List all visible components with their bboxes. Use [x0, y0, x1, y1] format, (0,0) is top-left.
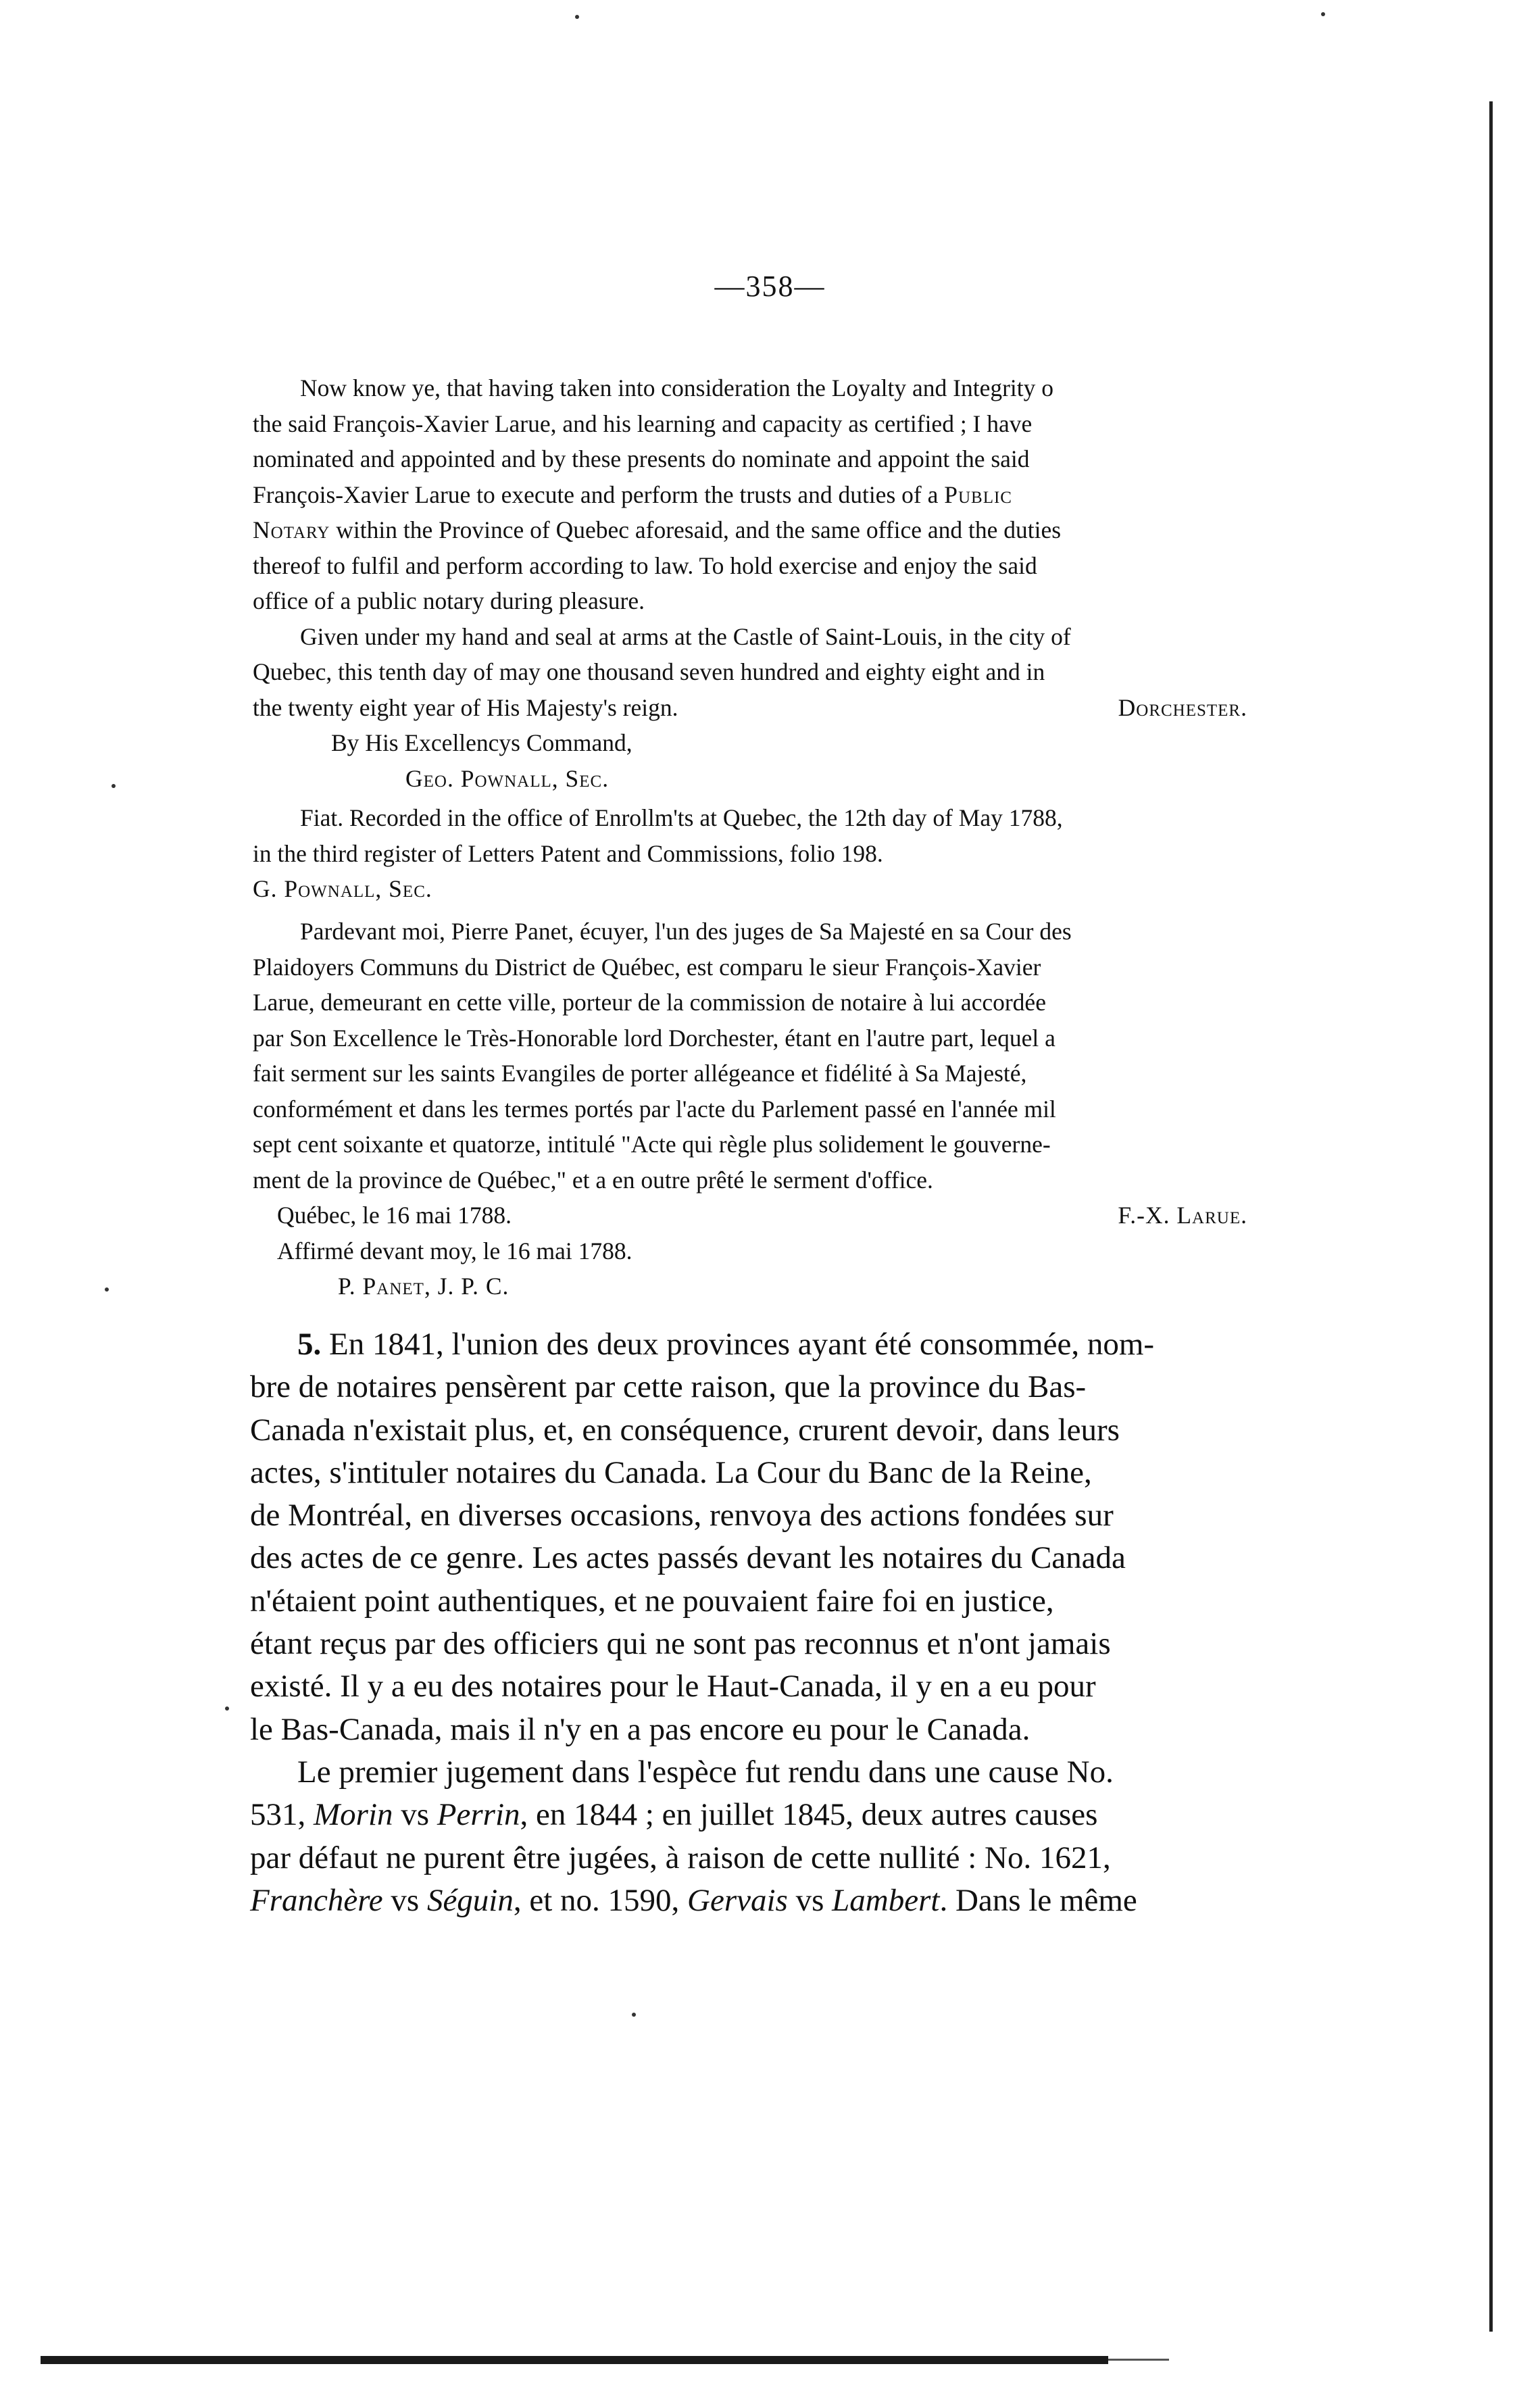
- scan-speck: [1321, 12, 1325, 16]
- paragraph-line: bre de notaires pensèrent par cette raison, que la province du Bas-: [250, 1369, 1087, 1405]
- text-line: Larue, demeurant en cette ville, porteur de la commission de notaire à lui accordée: [253, 989, 1046, 1016]
- case-name: Perrin: [437, 1797, 520, 1833]
- text-line: nominated and appointed and by these presents do nominate and appoint the said: [253, 445, 1030, 472]
- text-line: ment de la province de Québec," et a en outre prêté le serment d'office.: [253, 1166, 933, 1194]
- text-line: par Son Excellence le Très-Honorable lord Dorchester, étant en l'autre part, lequel a: [253, 1024, 1055, 1052]
- signature-panet: P. Panet, J. P. C.: [338, 1273, 510, 1300]
- paragraph-line: actes, s'intituler notaires du Canada. La Cour du Banc de la Reine,: [250, 1454, 1092, 1490]
- fiat-line: Fiat. Recorded in the office of Enrollm'ts at Quebec, the 12th day of May 1788,: [300, 804, 1063, 831]
- text-line: Plaidoyers Communs du District de Québec, est comparu le sieur François-Xavier: [253, 953, 1041, 981]
- scan-speck: [225, 1706, 229, 1711]
- paragraph-line: par défaut ne purent être jugées, à raison de cette nullité : No. 1621,: [250, 1840, 1111, 1875]
- scan-speck: [632, 2013, 636, 2017]
- french-oath: [253, 914, 1274, 1304]
- paragraph-line: Le premier jugement dans l'espèce fut rendu dans une cause No.: [297, 1754, 1114, 1790]
- main-text: [250, 1323, 1277, 1922]
- paragraph-line: 531, Morin vs Perrin, en 1844 ; en juillet 1845, deux autres causes: [250, 1797, 1098, 1833]
- paragraph-line: existé. Il y a eu des notaires pour le Haut-Canada, il y en a eu pour: [250, 1669, 1096, 1704]
- scan-speck: [105, 1287, 109, 1292]
- text-line: François-Xavier Larue to execute and perform the trusts and duties of a Public: [253, 481, 1012, 508]
- scan-speck: [575, 15, 579, 19]
- text-line: thereof to fulfil and perform according to law. To hold exercise and enjoy the said: [253, 551, 1037, 579]
- case-name: Gervais: [687, 1882, 788, 1918]
- paragraph-line: n'étaient point authentiques, et ne pouvaient faire foi en justice,: [250, 1583, 1054, 1619]
- scan-speck: [111, 784, 116, 788]
- text-line: Pardevant moi, Pierre Panet, écuyer, l'un des juges de Sa Majesté en sa Cour des: [300, 918, 1072, 945]
- case-name: Séguin: [426, 1882, 514, 1918]
- text-line: Quebec, this tenth day of may one thousand seven hundred and eighty eight and in: [253, 658, 1045, 685]
- text-line: Notary within the Province of Quebec aforesaid, and the same office and the duties: [253, 516, 1062, 543]
- text-line: conformément et dans les termes portés par l'acte du Parlement passé en l'année mil: [253, 1095, 1056, 1123]
- page-number: —358—: [714, 270, 826, 303]
- paragraph-line: Franchère vs Séguin, et no. 1590, Gervais vs Lambert. Dans le même: [250, 1882, 1137, 1918]
- place-date: Québec, le 16 mai 1788.: [277, 1202, 512, 1229]
- signature-g-pownall: G. Pownall, Sec.: [253, 875, 432, 902]
- signature-dorchester: Dorchester.: [1118, 693, 1247, 721]
- fiat-line: in the third register of Letters Patent and Commissions, folio 198.: [253, 839, 883, 867]
- paragraph-line: Canada n'existait plus, et, en conséquence, crurent devoir, dans leurs: [250, 1412, 1120, 1448]
- case-name: Lambert: [832, 1882, 940, 1918]
- text-line: Now know ye, that having taken into consideration the Loyalty and Integrity o: [300, 374, 1054, 401]
- text-line: the twenty eight year of His Majesty's reign. Dorchester.: [253, 690, 1274, 726]
- affirme-line: Affirmé devant moy, le 16 mai 1788.: [277, 1237, 632, 1264]
- case-name: Franchère: [250, 1882, 383, 1918]
- scan-bottom-edge-thin: [1108, 2359, 1169, 2361]
- scan-edge-line: [1489, 101, 1493, 2332]
- paragraph-line: étant reçus par des officiers qui ne sont pas reconnus et n'ont jamais: [250, 1626, 1111, 1662]
- signature-geo-pownall: Geo. Pownall, Sec.: [405, 764, 610, 792]
- text-line: office of a public notary during pleasure.: [253, 587, 645, 614]
- signature-larue: F.-X. Larue.: [1118, 1202, 1247, 1229]
- scan-bottom-edge: [41, 2356, 1108, 2364]
- english-commission: [253, 370, 1274, 907]
- paragraph-line: 5. En 1841, l'union des deux provinces ayant été consommée, nom-: [297, 1327, 1155, 1362]
- text-line: Given under my hand and seal at arms at the Castle of Saint-Louis, in the city of: [300, 622, 1071, 650]
- text-line: the said François-Xavier Larue, and his learning and capacity as certified ; I have: [253, 410, 1033, 437]
- text-line: fait serment sur les saints Evangiles de porter allégeance et fidélité à Sa Majesté,: [253, 1060, 1027, 1087]
- command-line: By His Excellencys Command,: [331, 729, 632, 756]
- paragraph-line: de Montréal, en diverses occasions, renvoya des actions fondées sur: [250, 1498, 1114, 1533]
- case-name: Morin: [314, 1797, 393, 1833]
- public-word: Public: [944, 481, 1012, 508]
- text-line: sept cent soixante et quatorze, intitulé "Acte qui règle plus solidement le gouverne-: [253, 1131, 1051, 1158]
- paragraph-line: le Bas-Canada, mais il n'y en a pas encore eu pour le Canada.: [250, 1711, 1030, 1747]
- paragraph-line: des actes de ce genre. Les actes passés devant les notaires du Canada: [250, 1540, 1126, 1576]
- notary-word: Notary: [253, 516, 330, 543]
- paragraph-number: 5.: [297, 1327, 322, 1362]
- text-line: [253, 1198, 1274, 1233]
